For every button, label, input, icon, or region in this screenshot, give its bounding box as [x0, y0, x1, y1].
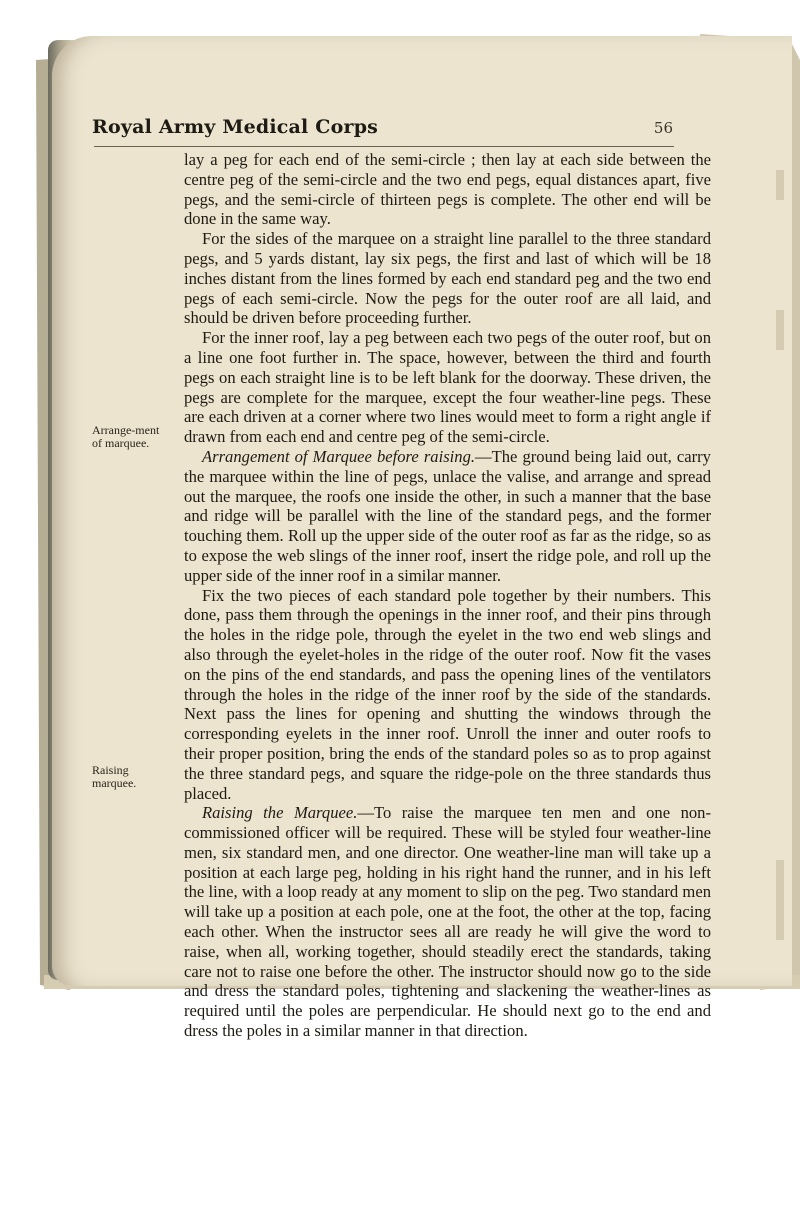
paragraph: Fix the two pieces of each standard pole together by their numbers. This done, pass them through the openings in the inner roof, and their pins through the holes in the ridge pole, through the eyelet in the two end web slings and also through the eyelet-holes in the ridge of the outer roof. Now fit the vases on the pins of the end standards, and pass the opening lines of the ventilators through the holes in the ridge of the inner roof by the side of the standards. Next pass the lines for opening and shutting the windows through the corresponding eyelets in the inner roof. Unroll the inner and outer roofs to their proper position, bring the ends of the standard poles so as to prop against the three standard pegs, and square the ridge-pole on the three standards thus placed.	[184, 585, 711, 803]
page-edge-tab	[776, 310, 784, 350]
page-edge-tab	[776, 860, 784, 940]
paragraph: For the inner roof, lay a peg between each two pegs of the outer roof, but on a line one foot further in. The space, however, between the third and fourth pegs on each straight line is to be left blank for the doorway. These driven, the pegs are complete for the marquee, except the four weather-line pegs. These are each driven at a corner where two lines would meet to form a right angle if drawn from each end and centre peg of the semi-circle.	[184, 328, 711, 447]
page-number: 56	[653, 119, 673, 137]
margin-note-arrangement: Arrange-ment of marquee.	[92, 423, 160, 450]
paragraph-text: —The ground being laid out, carry the marquee within the line of pegs, unlace the valise, and arrange and spread out the marquee, the roofs one inside the other, in such a manner that the base and ridge will be parallel with the line of the standard pegs, and the former touching them. Roll up the upper side of the outer roof as far as the ridge, so as to expose the web slings of the inner roof, insert the ridge pole, and roll up the upper side of the inner roof in a similar manner.	[184, 446, 711, 585]
section-heading: Raising the Marquee.	[202, 803, 358, 823]
page-edge-tab	[776, 170, 784, 200]
paragraph-text: —To raise the marquee ten men and one non-commissioned officer will be required. These will be styled four weather-line men, six standard men, and one director. One weather-line man will take up a position at each large peg, holding in his right hand the runner, and in his left the line, with a loop ready at any moment to slip on the peg. Two standard men will take up a position at each pole, one at the foot, the other at the top, facing each other. When the instructor sees all are ready he will give the word to raise, when all, working together, should steadily erect the standards, taking care not to raise one before the other. The instructor should now go to the side and dress the standard poles, tightening and slackening the weather-lines as required until the poles are perpendicular. He should next go to the end and dress the poles in a similar manner in that direction.	[184, 803, 711, 1041]
paragraph	[184, 447, 711, 586]
paragraph	[184, 803, 711, 1041]
page-header	[92, 116, 672, 146]
paragraph: lay a peg for each end of the semi-circle ; then lay at each side between the centre peg of the semi-circle and the two end pegs, equal distances apart, five pegs, and the semi-circle of thirteen pegs is complete. The other end will be done in the same way.	[184, 150, 711, 229]
running-title: Royal Army Medical Corps	[92, 116, 379, 138]
body-text	[184, 150, 711, 1041]
section-heading: Arrangement of Marquee before raising.	[202, 446, 476, 466]
paragraph: For the sides of the marquee on a straight line parallel to the three standard pegs, and 5 yards distant, lay six pegs, the first and last of which will be 18 inches distant from the lines formed by each end standard peg and the two end pegs of each semi-circle. Now the pegs for the outer roof are all laid, and should be driven before proceeding further.	[184, 229, 711, 328]
header-rule	[94, 146, 674, 147]
margin-note-raising: Raising marquee.	[92, 763, 137, 790]
